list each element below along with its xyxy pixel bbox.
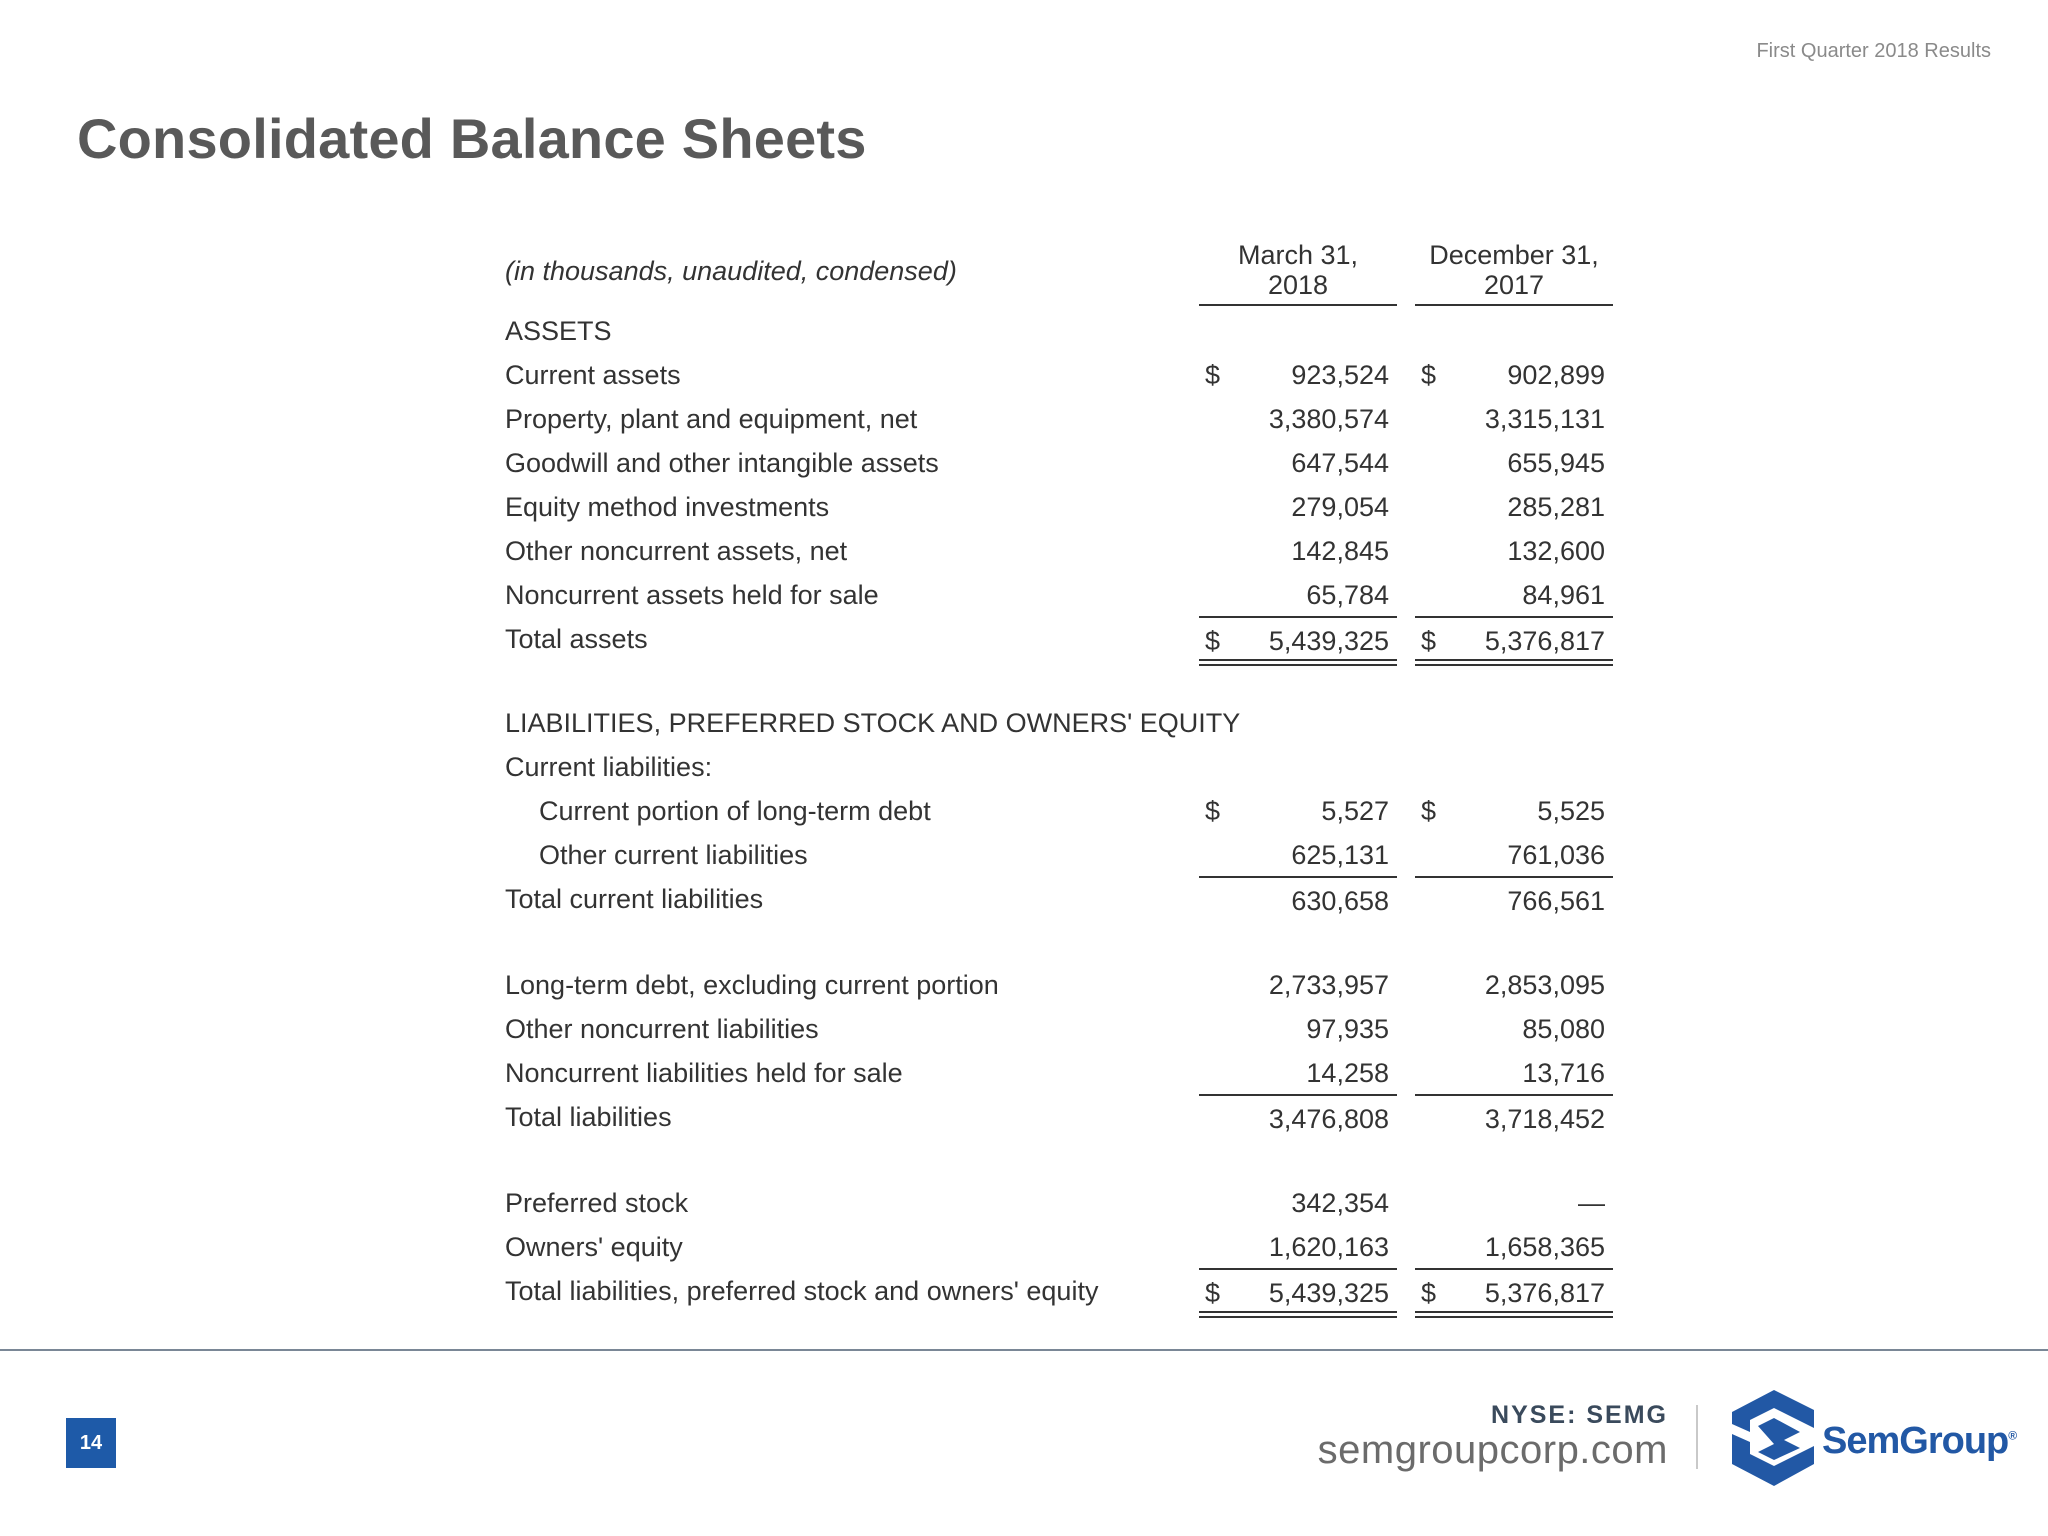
value-december-2017: 84,961	[1522, 580, 1605, 610]
dollar-sign: $	[1421, 626, 1437, 656]
dollar-sign: $	[1205, 626, 1221, 656]
logo-wordmark: SemGroup®	[1822, 1420, 2017, 1462]
value-december-2017: 655,945	[1507, 448, 1605, 478]
section-heading-liabilities	[505, 700, 1615, 744]
value-december-2017: 766,561	[1507, 886, 1605, 916]
table-row	[505, 440, 1615, 484]
value-december-2017: 1,658,365	[1484, 1232, 1605, 1262]
spacer	[505, 660, 1615, 700]
page-title: Consolidated Balance Sheets	[77, 107, 867, 170]
unit-note: (in thousands, unaudited, condensed)	[505, 256, 957, 286]
value-december-2017: 5,525	[1537, 796, 1605, 826]
total-row-liabilities-equity	[505, 1268, 1615, 1312]
report-tag: First Quarter 2018 Results	[1756, 40, 1991, 62]
value-march-2018: 2,733,957	[1268, 970, 1389, 1000]
row-label: Other noncurrent liabilities	[505, 1014, 819, 1044]
value-march-2018: 279,054	[1291, 492, 1389, 522]
spacer	[505, 920, 1615, 962]
balance-sheet-table	[505, 236, 1615, 1312]
row-label: Long-term debt, excluding current portion	[505, 970, 999, 1000]
row-label: Total liabilities, preferred stock and owners' equity	[505, 1276, 1099, 1306]
row-label: Goodwill and other intangible assets	[505, 448, 939, 478]
value-march-2018: 5,439,325	[1268, 1278, 1389, 1308]
value-march-2018: 923,524	[1291, 360, 1389, 390]
section-heading-assets	[505, 308, 1615, 352]
value-march-2018: 14,258	[1306, 1058, 1389, 1088]
table-row	[505, 832, 1615, 876]
table-row	[505, 528, 1615, 572]
row-label: LIABILITIES, PREFERRED STOCK AND OWNERS' EQUITY	[505, 708, 1241, 738]
table-row	[505, 484, 1615, 528]
spacer	[505, 1138, 1615, 1180]
row-label: ASSETS	[505, 316, 612, 346]
value-december-2017: 2,853,095	[1484, 970, 1605, 1000]
value-december-2017: 285,281	[1507, 492, 1605, 522]
dollar-sign: $	[1421, 1278, 1437, 1308]
total-row-liabilities	[505, 1094, 1615, 1138]
value-december-2017: 3,718,452	[1484, 1104, 1605, 1134]
row-label: Other current liabilities	[539, 840, 808, 870]
table-row	[505, 1224, 1615, 1268]
value-march-2018: 342,354	[1291, 1188, 1389, 1218]
row-label: Current assets	[505, 360, 681, 390]
row-label: Total liabilities	[505, 1102, 672, 1132]
value-december-2017: 85,080	[1522, 1014, 1605, 1044]
value-march-2018: 3,380,574	[1268, 404, 1389, 434]
table-row	[505, 572, 1615, 616]
table-row	[505, 1180, 1615, 1224]
table-row	[505, 1006, 1615, 1050]
total-row-assets	[505, 616, 1615, 660]
row-label: Property, plant and equipment, net	[505, 404, 918, 434]
column-header-december-2017: December 31, 2017	[1415, 240, 1613, 306]
footer-vertical-divider	[1696, 1405, 1698, 1469]
dollar-sign: $	[1205, 796, 1221, 826]
row-label: Owners' equity	[505, 1232, 683, 1262]
value-december-2017: 902,899	[1507, 360, 1605, 390]
row-label: Current liabilities:	[505, 752, 713, 782]
row-label: Noncurrent liabilities held for sale	[505, 1058, 903, 1088]
value-march-2018: 3,476,808	[1268, 1104, 1389, 1134]
row-label: Total assets	[505, 624, 648, 654]
page-number: 14	[66, 1418, 116, 1468]
total-row-current-liabilities	[505, 876, 1615, 920]
subsection-heading	[505, 744, 1615, 788]
row-label: Equity method investments	[505, 492, 830, 522]
value-december-2017: 132,600	[1507, 536, 1605, 566]
column-header-march-2018: March 31, 2018	[1199, 240, 1397, 306]
value-march-2018: 65,784	[1306, 580, 1389, 610]
row-label: Other noncurrent assets, net	[505, 536, 848, 566]
table-row	[505, 962, 1615, 1006]
dollar-sign: $	[1205, 360, 1221, 390]
value-december-2017: 13,716	[1522, 1058, 1605, 1088]
value-march-2018: 142,845	[1291, 536, 1389, 566]
website-link[interactable]: semgroupcorp.com	[1317, 1428, 1668, 1472]
value-december-2017: 761,036	[1507, 840, 1605, 870]
table-row	[505, 1050, 1615, 1094]
row-label: Total current liabilities	[505, 884, 764, 914]
table-row	[505, 396, 1615, 440]
dollar-sign: $	[1205, 1278, 1221, 1308]
value-december-2017: 5,376,817	[1484, 626, 1605, 656]
value-december-2017: 3,315,131	[1484, 404, 1605, 434]
row-label: Noncurrent assets held for sale	[505, 580, 879, 610]
value-march-2018: 1,620,163	[1268, 1232, 1389, 1262]
stock-ticker: NYSE: SEMG	[1491, 1401, 1668, 1429]
footer-divider	[0, 1349, 2048, 1351]
value-december-2017: —	[1578, 1188, 1605, 1218]
table-row	[505, 788, 1615, 832]
dollar-sign: $	[1421, 360, 1437, 390]
value-december-2017: 5,376,817	[1484, 1278, 1605, 1308]
value-march-2018: 5,527	[1321, 796, 1389, 826]
row-label: Current portion of long-term debt	[539, 796, 931, 826]
row-label: Preferred stock	[505, 1188, 689, 1218]
table-header	[505, 236, 1615, 308]
value-march-2018: 97,935	[1306, 1014, 1389, 1044]
value-march-2018: 647,544	[1291, 448, 1389, 478]
value-march-2018: 630,658	[1291, 886, 1389, 916]
dollar-sign: $	[1421, 796, 1437, 826]
value-march-2018: 5,439,325	[1268, 626, 1389, 656]
value-march-2018: 625,131	[1291, 840, 1389, 870]
table-row	[505, 352, 1615, 396]
registered-mark: ®	[2008, 1428, 2017, 1443]
